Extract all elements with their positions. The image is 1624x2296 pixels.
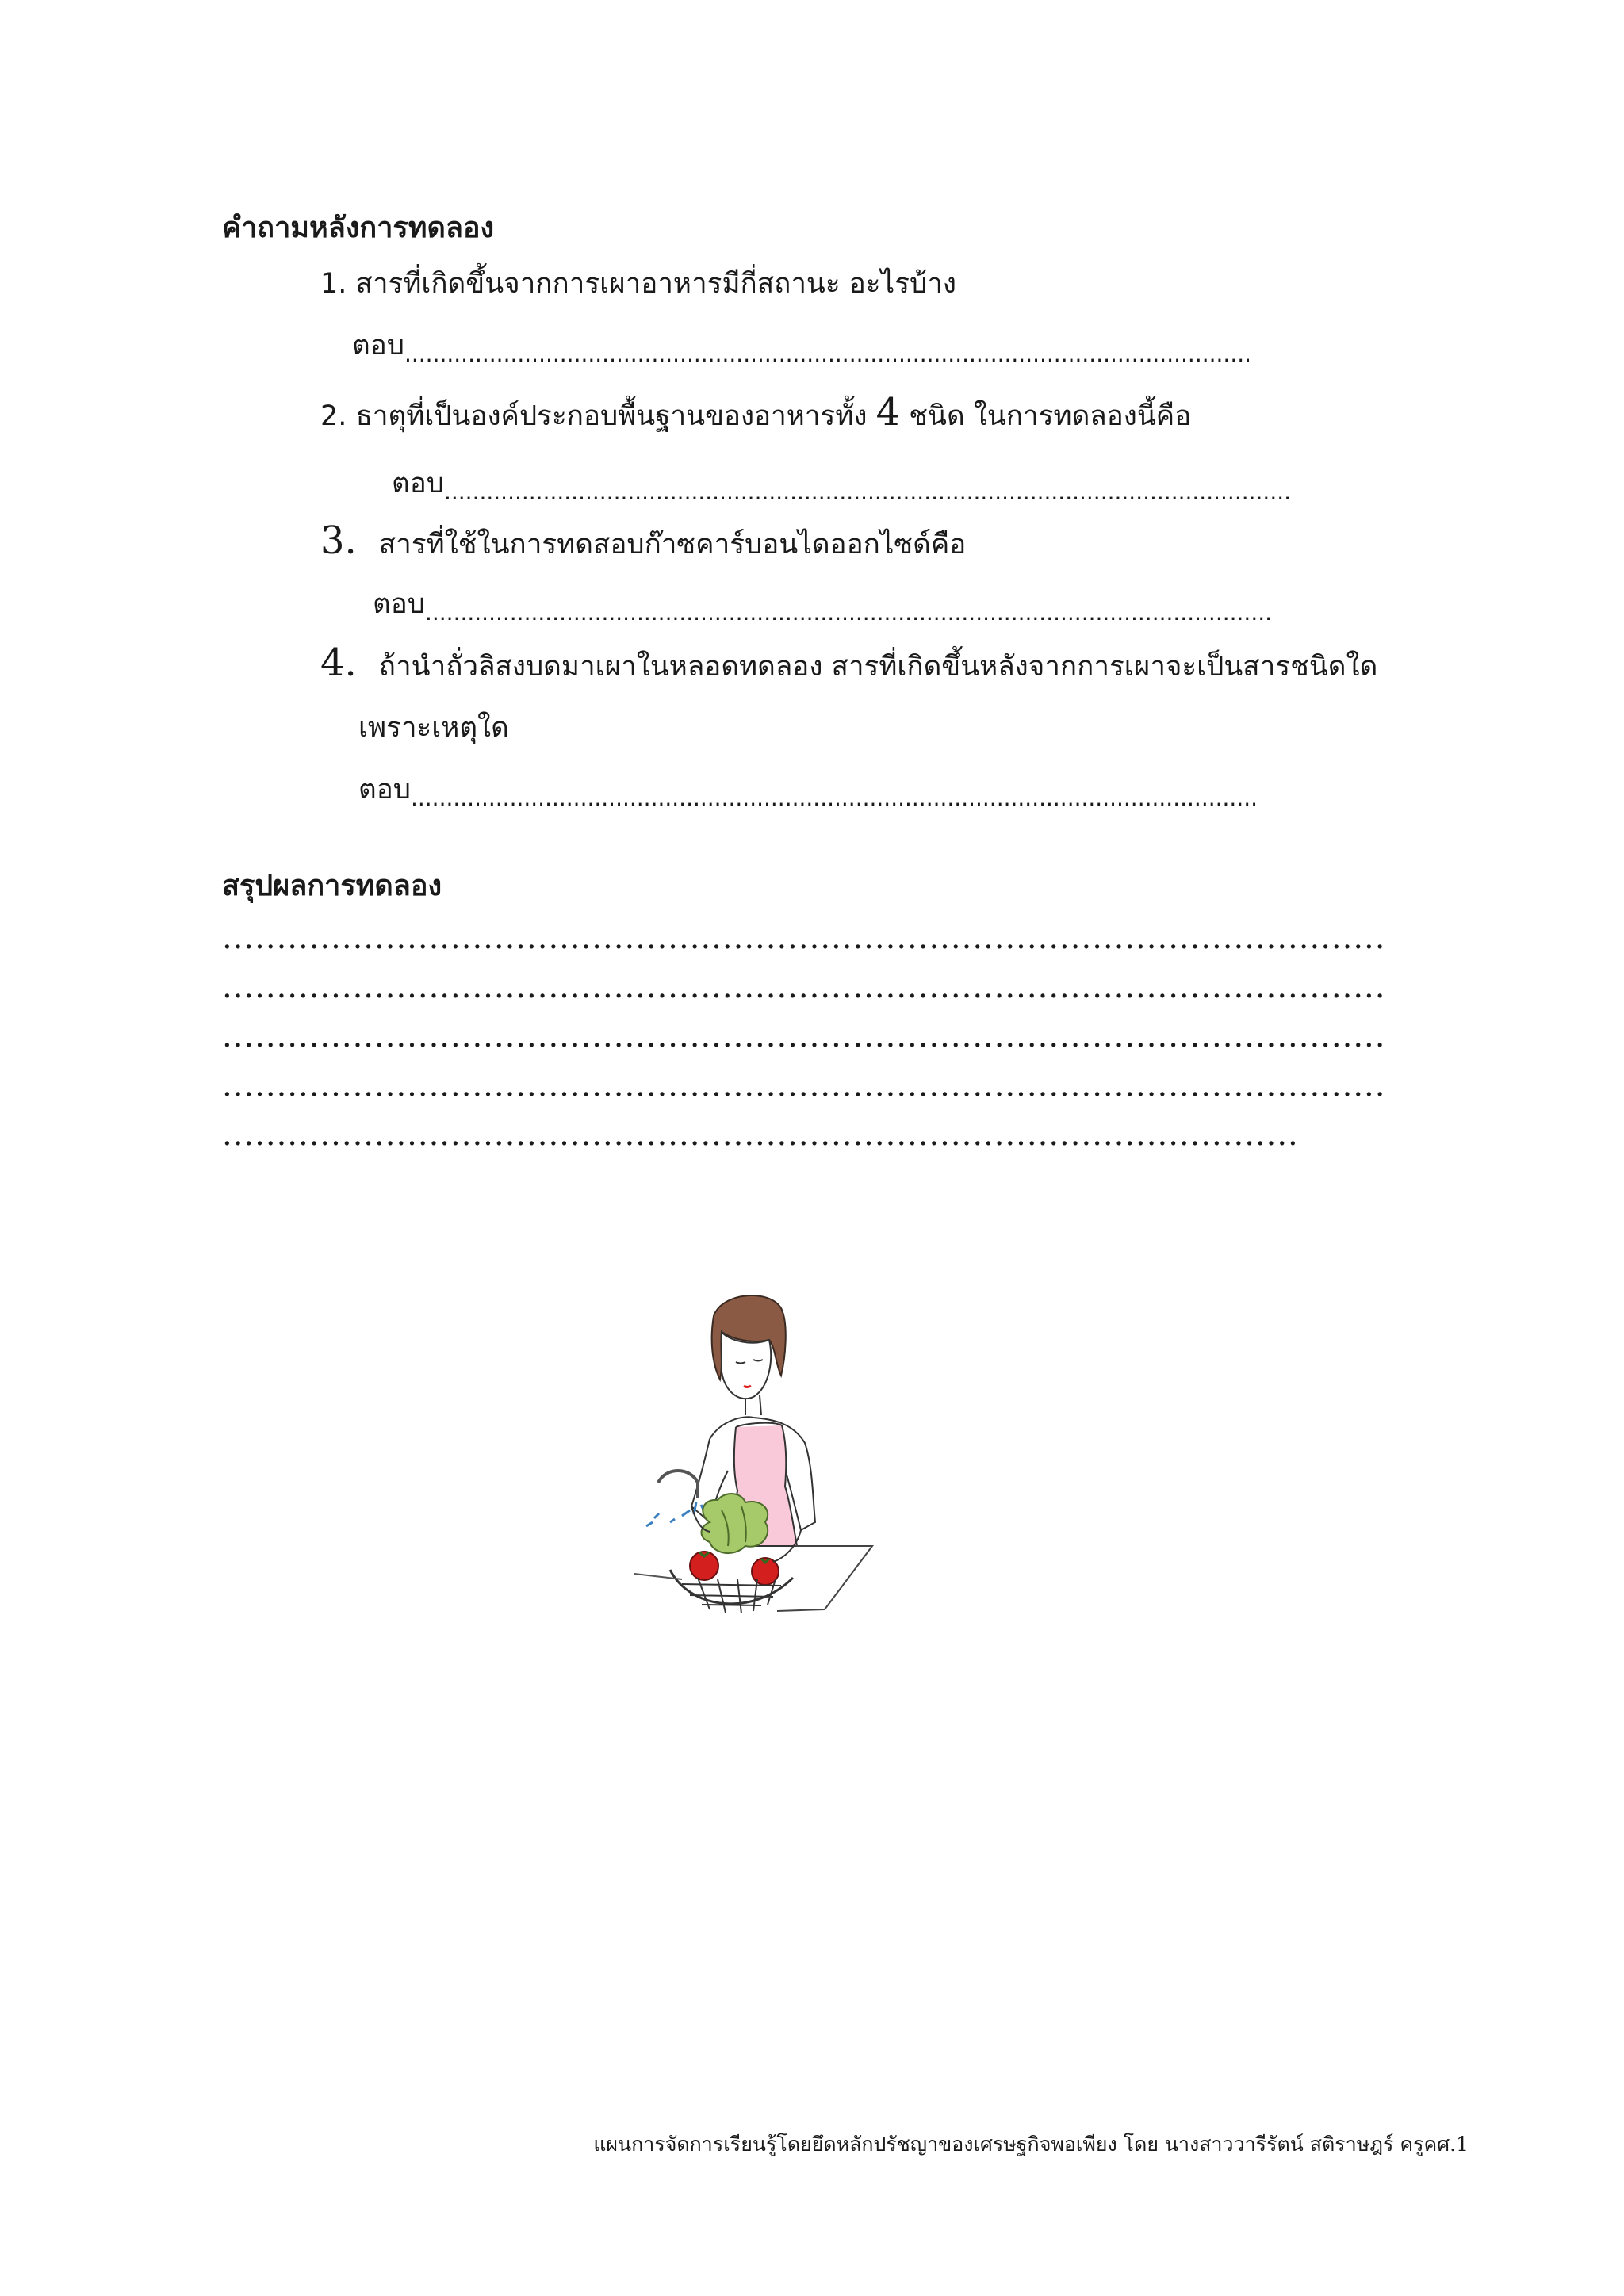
question-3-number: 3. — [320, 519, 357, 563]
answer-prefix: ตอบ — [352, 330, 404, 362]
answer-dots: ........................................................................................................................ — [424, 599, 1273, 626]
answer-dots: ........................................................................................................................ — [404, 341, 1252, 367]
question-4-text: ถ้านำถั่วลิสงบดมาเผาในหลอดทดลอง สารที่เกิดขึ้นหลังจากการเผาจะเป็นสารชนิดใด — [378, 651, 1378, 683]
question-2-text-start: 2. ธาตุที่เป็นองค์ประกอบพื้นฐานของอาหารทั้ง — [320, 400, 876, 432]
footer-credit: แผนการจัดการเรียนรู้โดยยึดหลักปรัชญาของเศรษฐกิจพอเพียง โดย นางสาววารีรัตน์ สติราษฎร์ ครูคศ.1 — [593, 2133, 1469, 2156]
conclusion-heading: สรุปผลการทดลอง — [222, 870, 442, 902]
answer-dots: ........................................................................................................................ — [410, 785, 1258, 811]
conclusion-line-2: ........................................................................................................... — [222, 969, 1386, 1005]
answer-prefix: ตอบ — [373, 588, 425, 620]
woman-washing-vegetables-illustration — [634, 1284, 896, 1673]
question-4-number: 4. — [320, 641, 357, 685]
question-4-continuation: เพราะเหตุใด — [358, 712, 509, 744]
question-2-text-end: ชนิด ในการทดลองนี้คือ — [900, 400, 1192, 432]
answer-prefix: ตอบ — [358, 774, 411, 806]
questions-heading: คำถามหลังการทดลอง — [222, 212, 495, 244]
conclusion-line-5: ................................................................................................... — [222, 1116, 1299, 1153]
answer-prefix: ตอบ — [392, 468, 444, 499]
conclusion-line-3: ........................................................................................................... — [222, 1018, 1386, 1054]
question-1: 1. สารที่เกิดขึ้นจากการเผาอาหารมีกี่สถานะ อะไรบ้าง — [320, 268, 956, 300]
answer-line-1 — [352, 323, 1348, 367]
question-3-text: สารที่ใช้ในการทดสอบก๊าซคาร์บอนไดออกไซด์คือ — [378, 529, 967, 561]
question-3 — [320, 519, 966, 566]
conclusion-line-4: ........................................................................................................... — [222, 1067, 1386, 1104]
question-2 — [320, 390, 1191, 438]
answer-line-4 — [358, 767, 1370, 811]
answer-line-2 — [392, 461, 1404, 505]
conclusion-line-1: ........................................................................................................... — [222, 920, 1386, 956]
question-4 — [320, 641, 1377, 688]
question-2-number: 4 — [875, 390, 901, 434]
answer-dots: ........................................................................................................................ — [443, 479, 1292, 505]
answer-line-3 — [373, 582, 1385, 626]
